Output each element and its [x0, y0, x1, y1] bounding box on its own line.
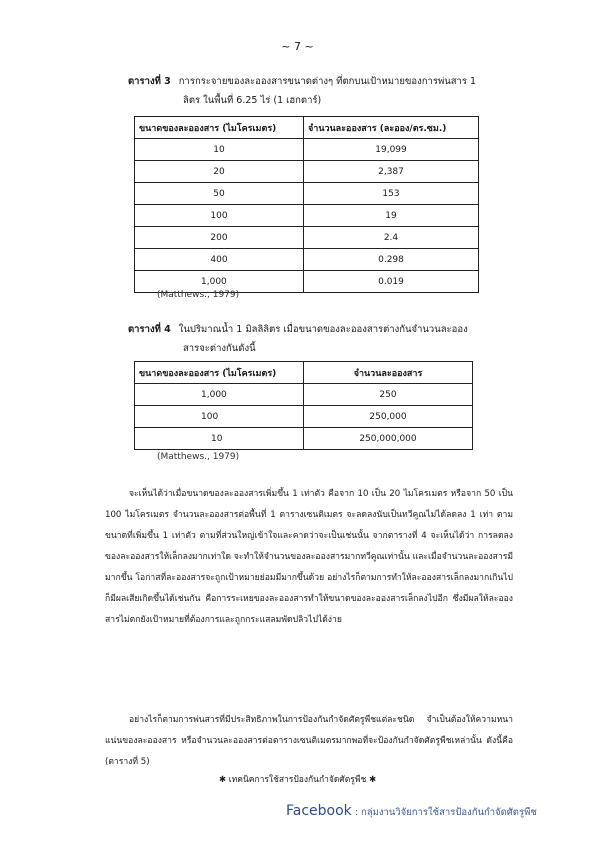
table4-label: ตารางที่ 4 — [128, 324, 171, 335]
table-cell: 250 — [304, 384, 473, 406]
table-row — [135, 161, 479, 183]
table-cell: 0.019 — [304, 271, 479, 293]
table3-header-count: จำนวนละอองสาร (ละออง/ตร.ซม.) — [304, 117, 479, 139]
table-cell: 20 — [135, 161, 304, 183]
table-cell: 1,000 — [135, 384, 304, 406]
table4-title-line2: สารจะต่างกันดังนี้ — [183, 343, 256, 354]
table3-caption — [128, 72, 523, 110]
facebook-label: Facebook — [286, 803, 352, 819]
table-cell: 250,000 — [304, 406, 473, 428]
page-number: ~ 7 ~ — [281, 40, 314, 53]
table3-source: (Matthews., 1979) — [157, 290, 240, 300]
table-row — [135, 428, 473, 450]
table-cell: 250,000,000 — [304, 428, 473, 450]
table-cell: 100 — [135, 406, 304, 428]
table-cell: 100 — [135, 205, 304, 227]
table-cell: 50 — [135, 183, 304, 205]
facebook-group-name: : กลุ่มงานวิจัยการใช้สารป้องกันกำจัดศัตรูพืช — [351, 807, 537, 818]
table4-header-count: จำนวนละอองสาร — [304, 362, 473, 384]
table4 — [134, 361, 473, 450]
table-cell: 1,000 — [135, 271, 304, 293]
table-cell: 2.4 — [304, 227, 479, 249]
table-cell: 200 — [135, 227, 304, 249]
table-cell: 153 — [304, 183, 479, 205]
table-row — [135, 227, 479, 249]
body-paragraph-1: จะเห็นได้ว่าเมื่อขนาดของละอองสารเพิ่มขึ้น 1 เท่าตัว คือจาก 10 เป็น 20 ไมโครเมตร หรือจาก 50 เป็น 100 ไมโครเมตร จำนวนละอองสารต่อพื้นที่ 1 ตารางเซนติเมตร จะลดลงนับเป็นทวีคูณไม่ได้ลดลง 1 เท่า ตามขนาดที่เพิ่มขึ้น 1 เท่าตัว ตามที่ส่วนใหญ่เข้าใจและคาดว่าจะเป็นเช่นนั้น จากตารางที่ 4 จะเห็นได้ว่า การลดลงของละอองสารให้เล็กลงมากเท่าใด จะทำให้จำนวนของละอองสารมากทวีคูณเท่านั้น และเมื่อจำนวนละอองสารมีมากขึ้น โอกาสที่ละอองสารจะถูกเป้าหมายย่อมมีมากขึ้นด้วย อย่างไรก็ตามการทำให้ละอองสารเล็กลงมากเกินไปก็มีผลเสียเกิดขึ้นได้เช่นกัน คือการระเหยของละอองสารทำให้ขนาดของละอองสารเล็กลงไปอีก ซึ่งมีผลให้ละอองสารไม่ตกยังเป้าหมายที่ต้องการและถูกกระแสลมพัดปลิวไปได้ง่าย — [105, 489, 513, 625]
table-cell: 19 — [304, 205, 479, 227]
table4-caption — [128, 320, 523, 358]
table-cell: 400 — [135, 249, 304, 271]
table-cell: 2,387 — [304, 161, 479, 183]
table3-header-size: ขนาดของละอองสาร (ไมโครเมตร) — [135, 117, 304, 139]
facebook-credit — [286, 803, 537, 820]
table-row — [135, 406, 473, 428]
table4-header-size: ขนาดของละอองสาร (ไมโครเมตร) — [135, 362, 304, 384]
table-cell: 19,099 — [304, 139, 479, 161]
table-cell: 10 — [135, 428, 304, 450]
table-cell: 10 — [135, 139, 304, 161]
table-row — [135, 249, 479, 271]
table3-title-line2: ลิตร ในพื้นที่ 6.25 ไร่ (1 เฮกตาร์) — [183, 95, 322, 106]
table3-label: ตารางที่ 3 — [128, 76, 171, 87]
table4-title-line1: ในปริมาณน้ำ 1 มิลลิลิตร เมื่อขนาดของละอองสารต่างกันจำนวนละออง — [178, 324, 468, 335]
table-cell: 0.298 — [304, 249, 479, 271]
table-row — [135, 205, 479, 227]
table-row — [135, 139, 479, 161]
table-row — [135, 183, 479, 205]
table-row — [135, 384, 473, 406]
table3 — [134, 116, 479, 293]
table3-title-line1: การกระจายของละอองสารขนาดต่างๆ ที่ตกบนเป้าหมายของการพ่นสาร 1 — [178, 76, 477, 87]
footer-title: ✱ เทคนิคการใช้สารป้องกันกำจัดศัตรูพืช ✱ — [218, 775, 377, 785]
body-paragraph-2: อย่างไรก็ตามการพ่นสารที่มีประสิทธิภาพในการป้องกันกำจัดศัตรูพืชแต่ละชนิด จำเป็นต้องให้ความหนาแน่นของละอองสาร หรือจำนวนละอองสารต่อตารางเซนติเมตรมากพอที่จะป้องกันกำจัดศัตรูพืชเหล่านั้น ดังนี้คือ (ตารางที่ 5) — [105, 715, 513, 767]
table4-source: (Matthews., 1979) — [157, 452, 240, 462]
